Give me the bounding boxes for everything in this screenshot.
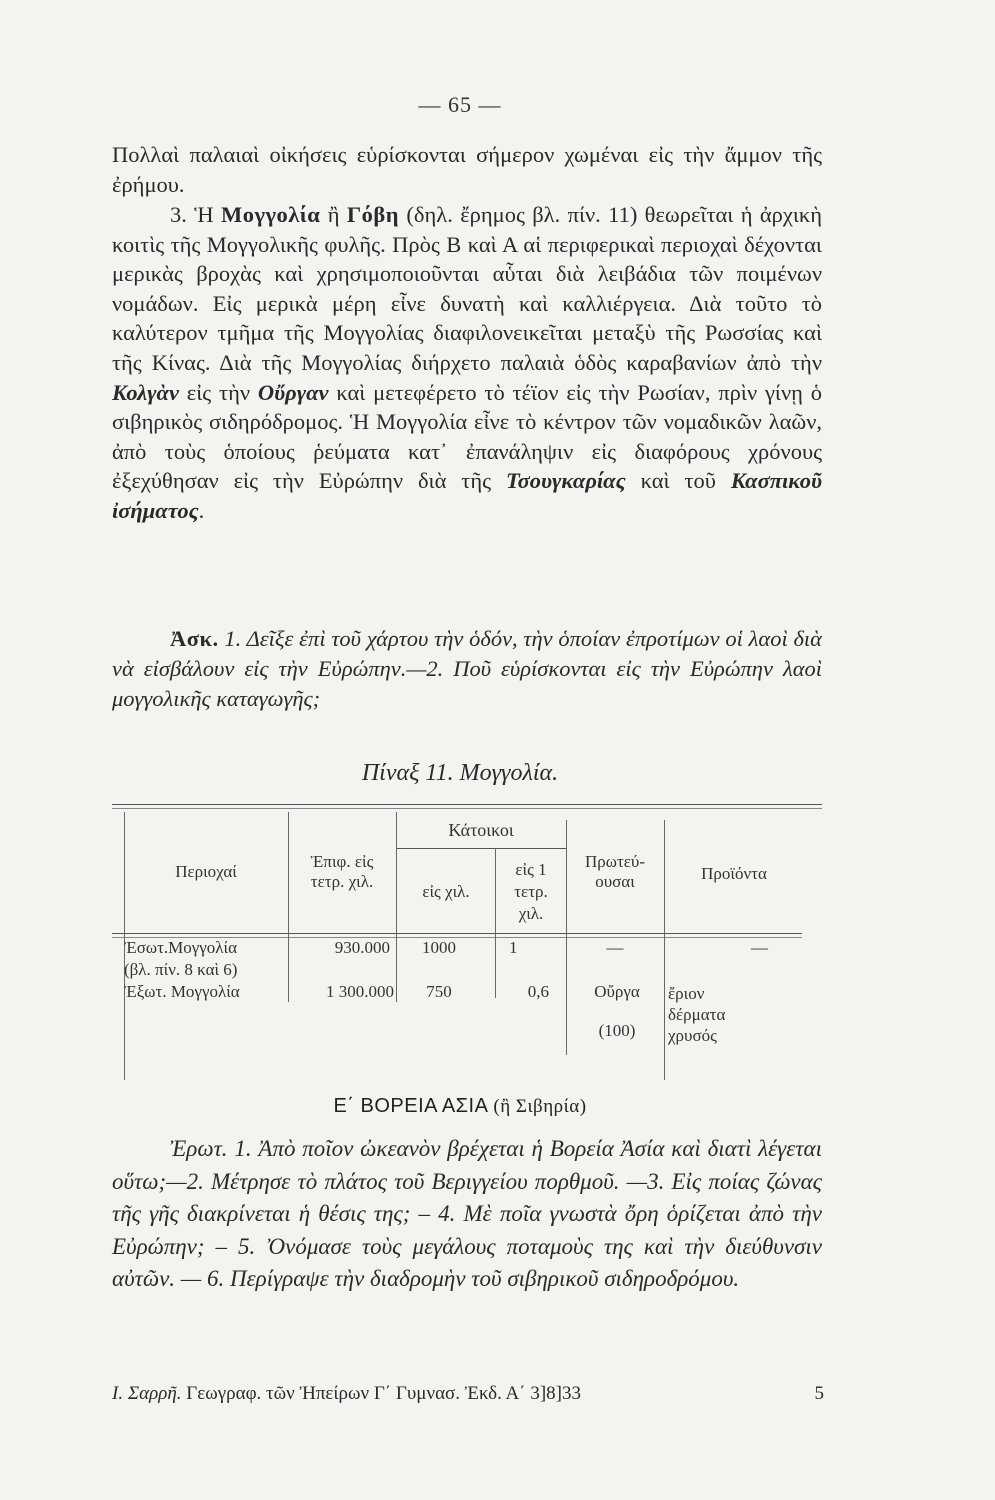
header-per-km: εἰς χιλ. [422,882,470,901]
row2-inhabitants: 750 [426,982,452,1001]
row1-region-line2: (βλ. πίν. 8 καὶ 6) [124,960,238,979]
header-area-line2: τετρ. χιλ. [310,872,374,891]
footer-left [112,1383,581,1405]
header-inhabitants: Κάτοικοι [448,820,514,840]
term-mongolia: Μογγολία [220,202,321,227]
row2-capital-pop: (100) [598,1021,636,1040]
row2-products-line3: χρυσός [668,1026,717,1045]
header-regions: Περιοχαί [175,862,237,881]
questions-text: 1. Ἀπὸ ποῖον ὠκεανὸν βρέχεται ἡ Βορεία Ἀσία καὶ διατὶ λέγεται οὕτω;—2. Μέτρησε τὸ πλάτος τοῦ Βεριγγείου πορθμοῦ. —3. Εἰς ποίας ζώνας τῆς γῆς διακρίνεται ἡ θέσις της; – 4. Μὲ ποῖα γνωστὰ ὄρη ὁρίζεται ἀπὸ τὴν Εὐρώπην; – 5. Ὀνόμασε τοὺς μεγάλους ποταμοὺς της καὶ τὴν διεύθυνσιν αὐτῶν. — 6. Περίγραψε τὴν διαδρομὴν τοῦ σιβηρικοῦ σιδηροδρόμου. [112,1136,822,1291]
header-rule [112,933,802,934]
exercise-block [112,624,822,714]
col-sep-4 [566,820,567,1055]
questions-label: Ἐρωτ. [170,1136,228,1161]
section-title: Ε΄ ΒΟΡΕΙΑ ΑΣΙΑ [333,1095,488,1117]
header-density-line3: χιλ. [518,904,544,923]
footer-sheet-number: 5 [814,1383,824,1404]
row2-area: 1 300.000 [326,982,394,1001]
section-heading-north-asia [0,1095,920,1118]
footer-author: Ι. Σαρρῆ. [112,1383,182,1404]
inhabitants-rule [396,848,566,849]
table-rule-top-2 [112,808,822,809]
row2-products-line1: ἔριον [668,984,705,1003]
row2-products-line2: δέρματα [668,1005,726,1024]
page-number: — 65 — [418,92,502,117]
questions-block [112,1133,822,1296]
paragraph-mongolia: 3. Ἡ Μογγολία ἢ Γόβη (δηλ. ἔρημος βλ. πίν. 11) θεωρεῖται ἡ ἀρχικὴ κοιτὶς τῆς Μογγολικῆς φυλῆς. Πρὸς Β καὶ Α αἱ περιφερικαὶ περιοχαὶ δέχονται μερικὰς βροχὰς καὶ χρησιμοποιοῦνται αὗται διὰ λειβάδια τῶν ποιμένων νομάδων. Εἰς μερικὰ μέρη εἶνε δυνατὴ καὶ καλλιέργεια. Διὰ τοῦτο τὸ καλύτερον τμῆμα τῆς Μογγολίας διαφιλονεικεῖται μεταξὺ τῆς Ρωσσίας καὶ τῆς Κίνας. Διὰ τῆς Μογγολίας διήρχετο παλαιὰ ὁδὸς καραβανίων ἀπὸ τὴν Κολγὰν εἰς τὴν Οὔργαν καὶ μετεφέρετο τὸ τέϊον εἰς τὴν Ρωσίαν, πρὶν γίνῃ ὁ σιβηρικὸς σιδηρόδρομος. Ἡ Μογγολία εἶνε τὸ κέντρον τῶν νομαδικῶν λαῶν, ἀπὸ τοὺς ὁποίους ῥεύματα κατ᾽ ἐπανάληψιν εἰς διαφόρους χρόνους ἐξεχύθησαν εἰς τὴν Εὐρώπην διὰ τῆς Τσουγκαρίας καὶ τοῦ Κασπικοῦ ἰσήματος. [112,202,822,523]
header-density-line2: τετρ. [514,882,548,901]
col-sep-5 [664,820,665,1080]
row1-products: — [751,938,768,957]
section-number: 3. [170,202,195,227]
header-capital-line2: ουσαι [595,872,635,891]
footer-book-title: Γεωγραφ. τῶν Ἠπείρων Γ΄ Γυμνασ. Ἐκδ. Α΄ 3]8]33 [186,1383,582,1404]
table-rule-top [112,804,822,805]
section-subtitle: (ἢ Σιβηρία) [493,1096,587,1117]
exercise-label: Ἀσκ. [170,626,219,651]
paragraph-ancient-settlements: Πολλαὶ παλαιαὶ οἰκήσεις εὑρίσκονται σήμερον χωμέναι εἰς τὴν ἄμμον τῆς ἐρήμου. [112,142,822,197]
row1-region-line1: Ἐσωτ.Μογγολία [124,938,238,957]
mongolia-table [112,800,822,1100]
row1-area: 930.000 [334,938,390,957]
col-sep-3 [495,848,496,998]
place-urga: Οὔργαν [257,379,329,405]
header-density-line1: εἰς 1 [515,860,547,879]
term-gobi: Γόβη [346,202,400,227]
header-area-line1: Ἐπιφ. εἰς [310,852,374,871]
row2-density: 0,6 [527,982,549,1001]
place-tsoungaria: Τσουγκαρίας [505,468,626,494]
header-products: Προϊόντα [701,864,767,883]
row1-density: 1 [509,938,518,957]
exercise-text: 1. Δεῖξε ἐπὶ τοῦ χάρτου τὴν ὁδόν, τὴν ὁποίαν ἐπροτίμων οἱ λαοὶ διὰ νὰ εἰσβάλουν εἰς τὴν Εὐρώπην.—2. Ποῦ εὑρίσκονται εἰς τὴν Εὐρώπην λαοὶ μογγολικῆς καταγωγῆς; [112,626,822,711]
col-sep-2 [396,812,397,1002]
row1-inhabitants: 1000 [422,938,456,957]
table-title: Πίναξ 11. Μογγολία. [361,760,559,786]
header-capital-line1: Πρωτεύ- [585,852,645,871]
place-caspian-isthmus: Κασπικοῦ ἰσήματος [112,468,822,523]
row2-capital: Οὔργα [594,982,640,1001]
row2-region: Ἐξωτ. Μογγολία [124,982,240,1001]
place-kolgan: Κολγὰν [112,379,179,405]
row1-capital: — [606,938,624,957]
page-footer [112,1383,824,1405]
